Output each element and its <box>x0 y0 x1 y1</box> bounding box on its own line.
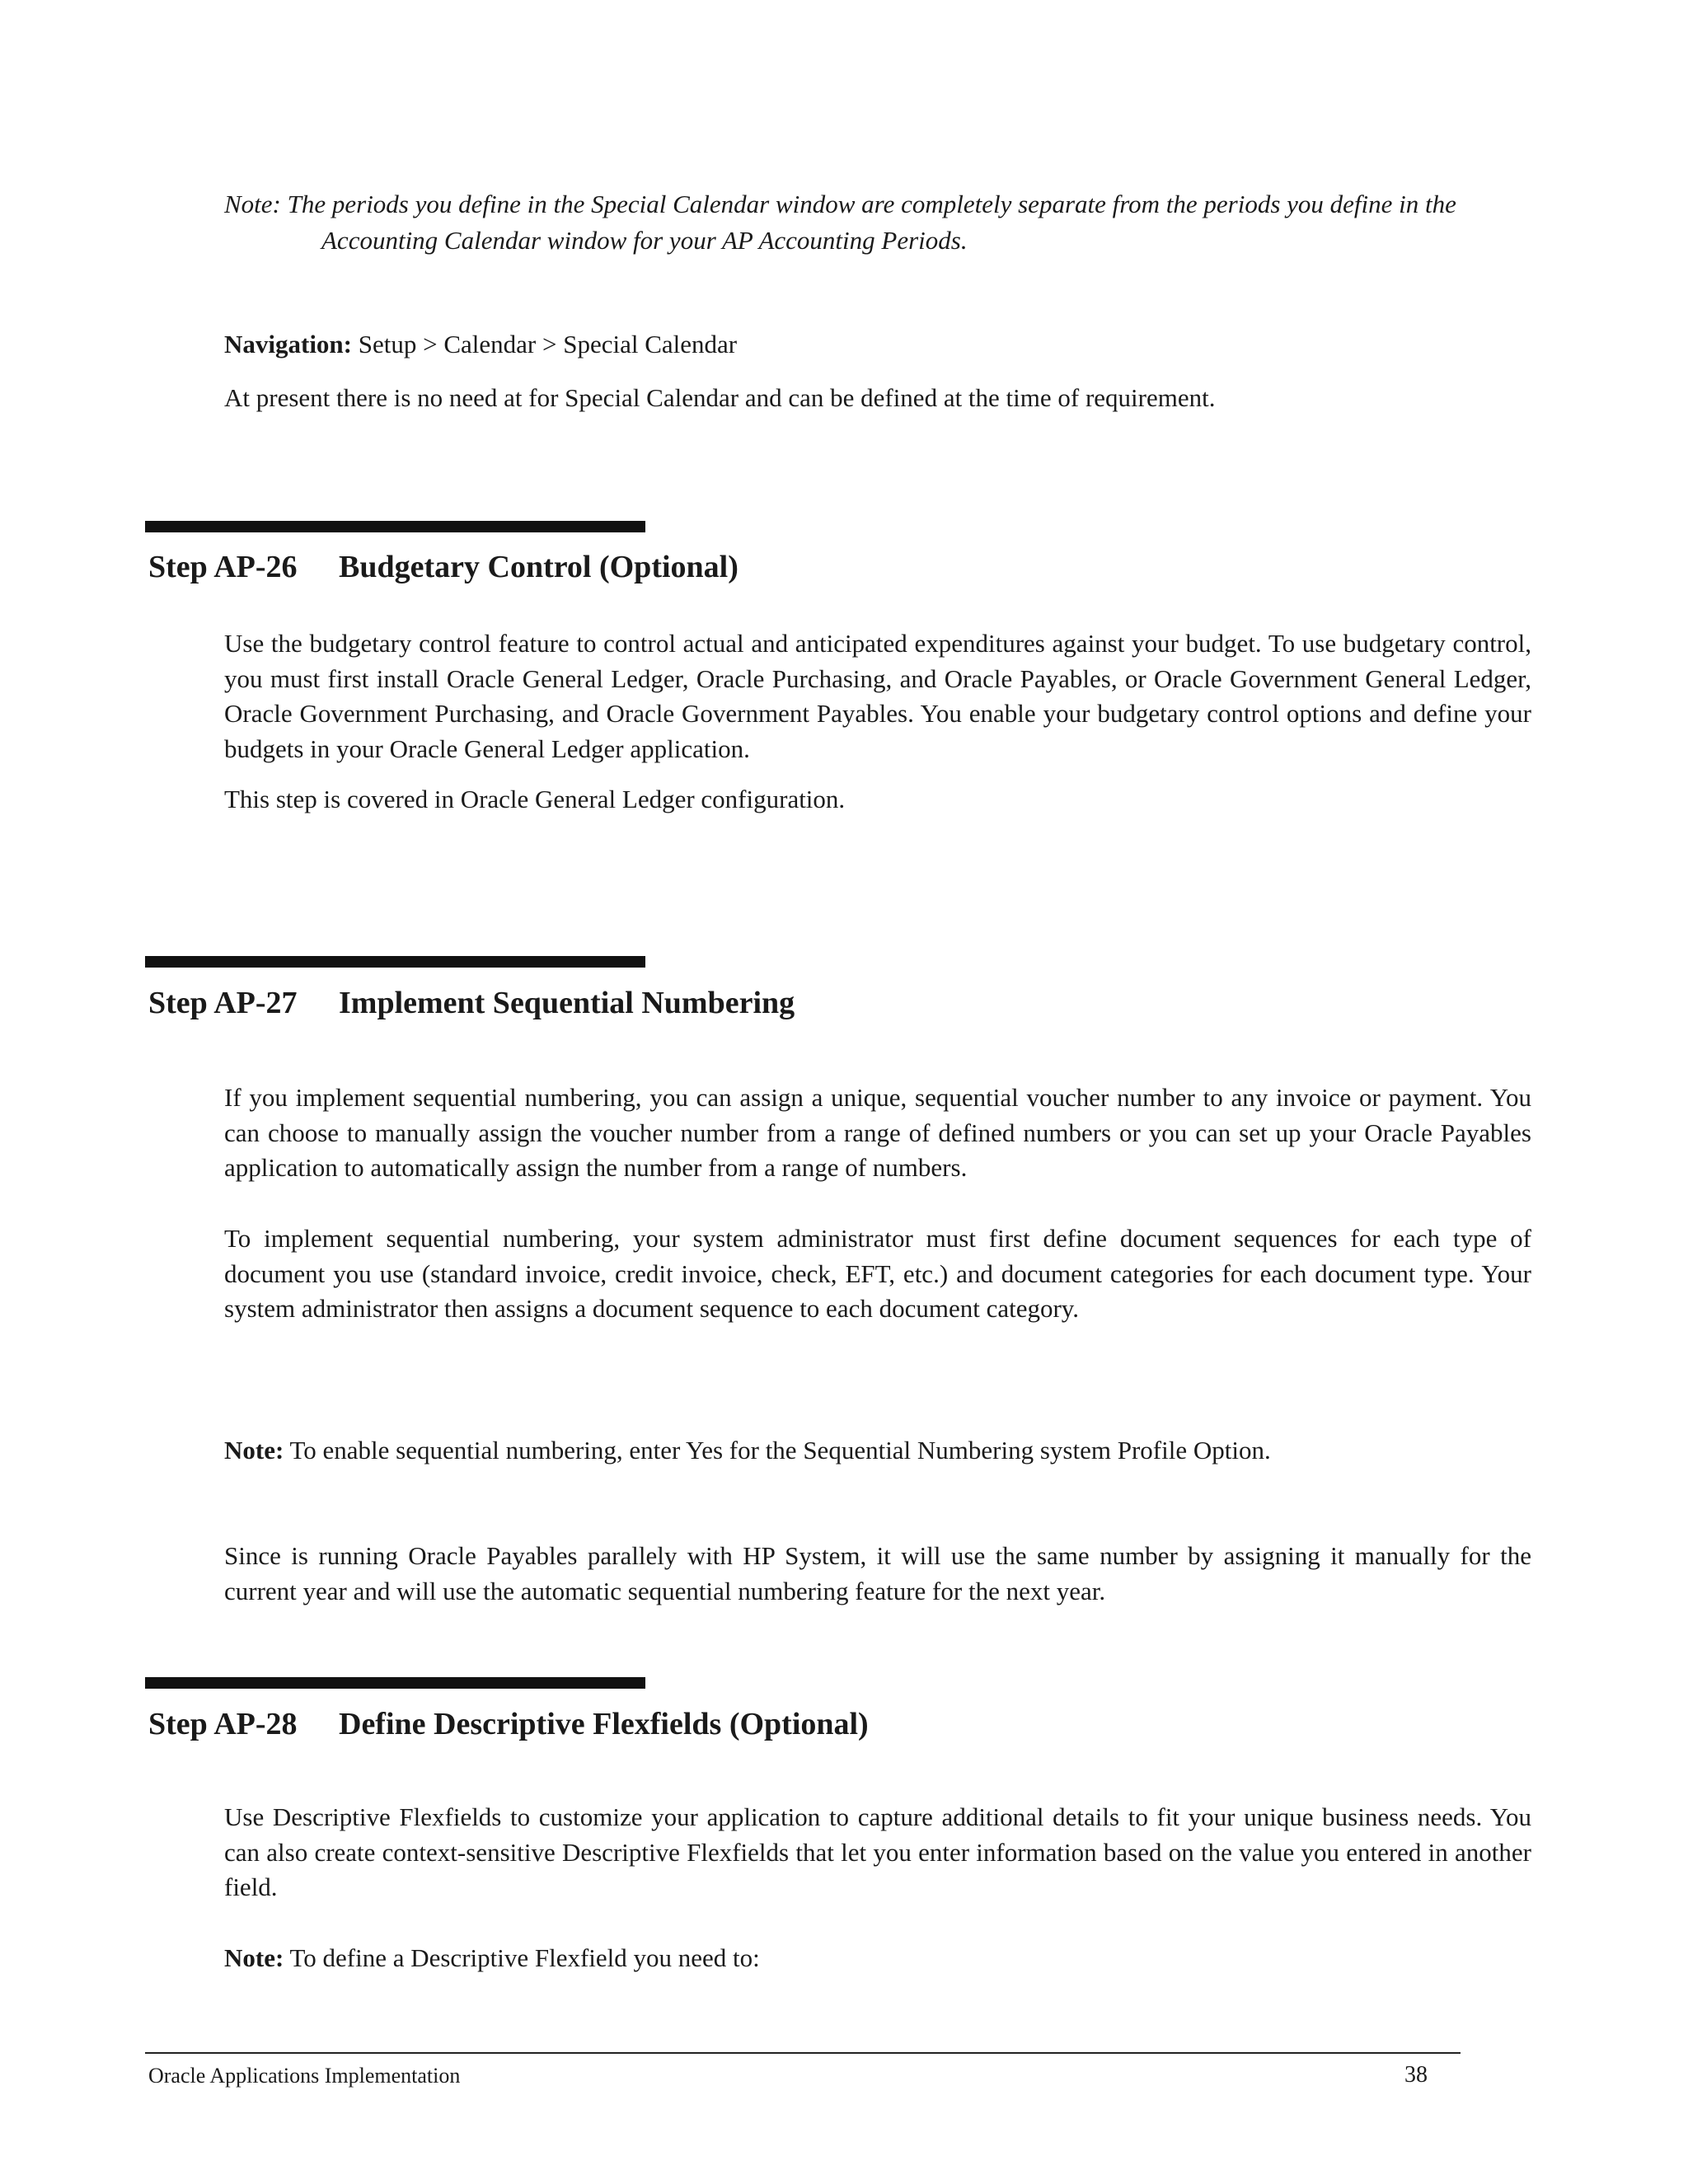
sequential-numbering-note <box>224 1433 1531 1469</box>
section-heading-ap-28 <box>148 1706 869 1742</box>
budgetary-control-coverage: This step is covered in Oracle General Ledger configuration. <box>224 785 846 813</box>
section-heading-ap-26 <box>148 549 738 585</box>
note-label: Note: <box>224 1436 284 1465</box>
step-title: Budgetary Control (Optional) <box>339 550 738 584</box>
section-divider <box>145 956 645 968</box>
step-title: Implement Sequential Numbering <box>339 986 795 1020</box>
step-number: Step AP-27 <box>148 986 298 1020</box>
footer-divider <box>145 2052 1461 2054</box>
section-heading-ap-27 <box>148 985 795 1021</box>
navigation-path: Setup > Calendar > Special Calendar <box>352 330 738 359</box>
step-number: Step AP-26 <box>148 550 298 584</box>
page-number: 38 <box>1404 2062 1428 2088</box>
footer-document-title: Oracle Applications Implementation <box>148 2064 461 2088</box>
step-number: Step AP-28 <box>148 1707 298 1741</box>
note-text: To define a Descriptive Flexfield you need to: <box>284 1943 760 1972</box>
navigation-line <box>224 327 1531 363</box>
special-calendar-paragraph: At present there is no need at for Special Calendar and can be defined at the time of requirement. <box>224 383 1216 412</box>
note-text: To enable sequential numbering, enter Yes for the Sequential Numbering system Profile Option. <box>284 1436 1271 1465</box>
navigation-label: Navigation: <box>224 330 352 359</box>
sequential-numbering-closing: Since is running Oracle Payables parallely with HP System, it will use the same number by assigning it manually for the current year and will use the automatic sequential numbering feature for the next year. <box>224 1541 1531 1605</box>
descriptive-flexfields-note <box>224 1941 1531 1976</box>
descriptive-flexfields-paragraph: Use Descriptive Flexfields to customize your application to capture additional details to fit your unique business needs. You can also create context-sensitive Descriptive Flexfields that let you enter information based on the value you entered in another field. <box>224 1802 1531 1901</box>
section-divider <box>145 1677 645 1689</box>
section-divider <box>145 521 645 532</box>
calendar-note-line-1: Note: The periods you define in the Special Calendar window are completely separate from the periods you define in the <box>224 190 1456 218</box>
sequential-numbering-paragraph-1: If you implement sequential numbering, you can assign a unique, sequential voucher number to any invoice or payment. You can choose to manually assign the voucher number from a range of defined numbers or you can set up your Oracle Payables application to automatically assign the number from a range of numbers. <box>224 1083 1531 1182</box>
note-label: Note: <box>224 1943 284 1972</box>
calendar-note <box>224 186 1535 259</box>
budgetary-control-paragraph: Use the budgetary control feature to control actual and anticipated expenditures against your budget. To use budgetary control, you must first install Oracle General Ledger, Oracle Purchasing, and Oracle Payables, or Oracle Government General Ledger, Oracle Government Purchasing, and Oracle Government Payables. You enable your budgetary control options and define your budgets in your Oracle General Ledger application. <box>224 629 1531 763</box>
calendar-note-line-2: Accounting Calendar window for your AP Accounting Periods. <box>321 226 968 255</box>
step-title: Define Descriptive Flexfields (Optional) <box>339 1707 869 1741</box>
sequential-numbering-paragraph-2: To implement sequential numbering, your system administrator must first define document sequences for each type of document you use (standard invoice, credit invoice, check, EFT, etc.) and document categories for each document type. Your system administrator then assigns a document sequence to each document category. <box>224 1224 1531 1323</box>
